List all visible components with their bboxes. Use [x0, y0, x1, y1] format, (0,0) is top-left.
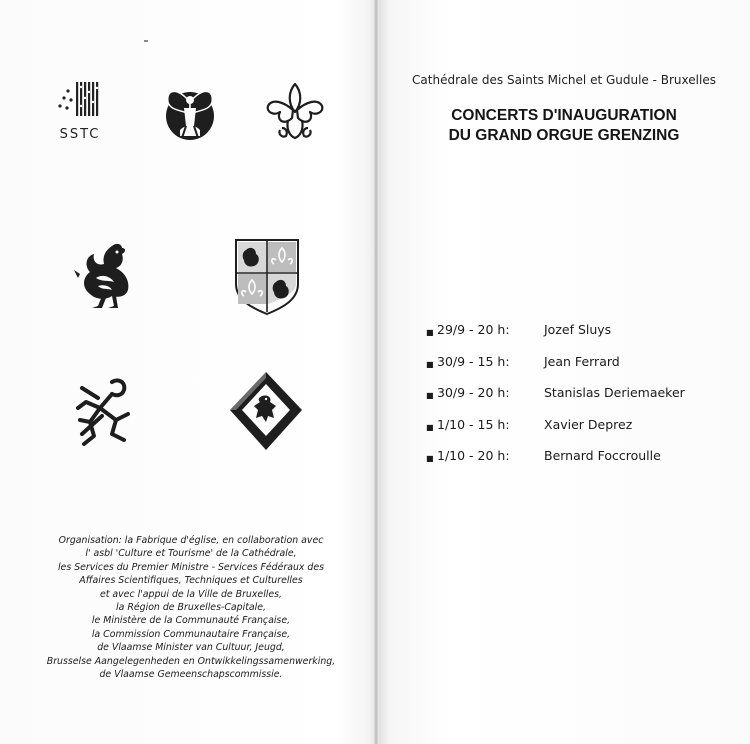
bullet-icon: ■ — [426, 454, 434, 463]
organisation-line: et avec l'appui de la Ville de Bruxelles, — [99, 588, 283, 600]
venue-line: Cathédrale des Saints Michel et Gudule - Bruxelles — [412, 73, 716, 87]
concert-entry — [426, 320, 726, 352]
concert-entry — [426, 446, 726, 478]
brussels-diamond-lion-logo — [228, 370, 304, 452]
coat-of-arms-shield-logo — [232, 236, 302, 316]
concert-date-time: 29/9 - 20 h: — [437, 322, 510, 337]
organisation-line: Organisation: la Fabrique d'église, en collaboration avec — [58, 535, 324, 546]
concert-date-time: 1/10 - 15 h: — [437, 416, 510, 432]
concert-performer: Bernard Foccroulle — [544, 448, 661, 463]
organisation-line: l' asbl 'Culture et Tourisme' de la Cathédrale, — [85, 548, 297, 560]
organisation-line: Brusselse Aangelegenheden en Ontwikkelingssamenwerking, — [46, 655, 336, 667]
title-line-2: DU GRAND ORGUE GRENZING — [448, 127, 680, 144]
bullet-icon: ■ — [426, 328, 434, 337]
wallonia-rooster-logo — [72, 238, 136, 310]
organisation-line: le Ministère de la Communauté Française, — [91, 615, 291, 627]
title-line-1: CONCERTS D'INAUGURATION — [451, 107, 677, 124]
organisation-credits — [28, 534, 354, 681]
concert-date-time: 30/9 - 20 h: — [437, 385, 510, 400]
concert-program-list — [426, 320, 726, 478]
concert-entry — [426, 415, 726, 447]
angel-emblem-logo — [160, 80, 220, 144]
bullet-icon: ■ — [426, 359, 434, 369]
organisation-line: de Vlaamse Minister van Cultuur, Jeugd, — [97, 642, 285, 654]
organisation-line: la Région de Bruxelles-Capitale, — [116, 602, 266, 614]
sstc-logo-text: SSTC — [59, 127, 101, 142]
bullet-icon: ■ — [426, 391, 434, 400]
bullet-icon: ■ — [426, 422, 434, 432]
organisation-line: les Services du Premier Ministre - Services Fédéraux des — [57, 561, 325, 573]
concert-series-title — [394, 106, 734, 146]
flanders-lion-logo — [72, 374, 136, 448]
organisation-line: Affaires Scientifiques, Techniques et Culturelles — [79, 575, 303, 587]
concert-performer: Xavier Deprez — [544, 416, 633, 432]
iris-logo — [262, 80, 328, 142]
concert-performer: Jean Ferrard — [544, 353, 620, 369]
print-speck — [144, 40, 148, 42]
concert-performer: Stanislas Deriemaeker — [544, 385, 685, 400]
organisation-line: la Commission Communautaire Française, — [91, 628, 291, 640]
organisation-line: de Vlaamse Gemeenschapscommissie. — [99, 669, 283, 681]
concert-date-time: 30/9 - 15 h: — [437, 353, 510, 369]
concert-entry — [426, 383, 726, 415]
center-fold — [374, 0, 378, 744]
concert-date-time: 1/10 - 20 h: — [437, 448, 510, 463]
sstc-logo — [54, 78, 110, 148]
concert-entry — [426, 352, 726, 384]
concert-performer: Jozef Sluys — [544, 322, 612, 337]
